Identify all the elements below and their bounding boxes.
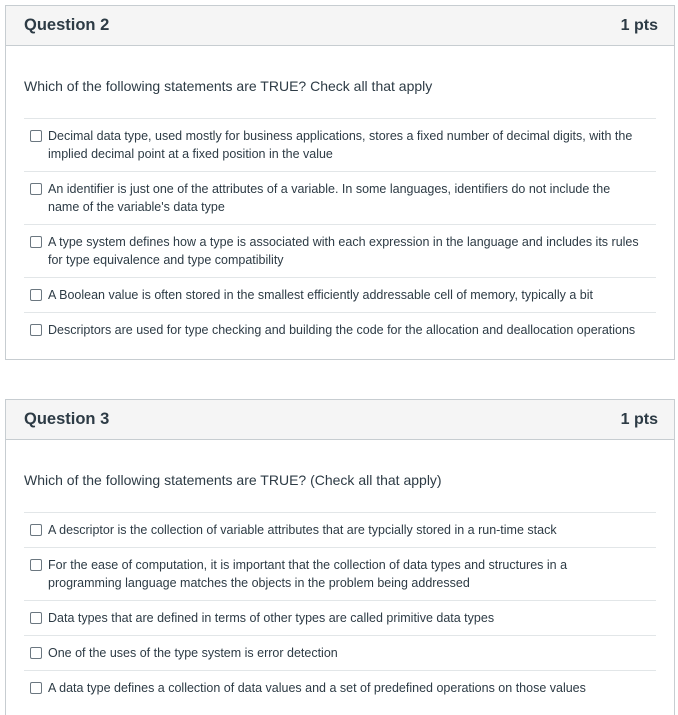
question-title: Question 3 — [24, 410, 110, 428]
question-2-card — [5, 5, 675, 360]
question-3-card — [5, 399, 675, 715]
checkbox[interactable] — [30, 183, 42, 195]
answer-label[interactable]: Descriptors are used for type checking and building the code for the allocation and deallocation operations — [48, 323, 636, 337]
answer-label[interactable]: A Boolean value is often stored in the smallest efficiently addressable cell of memory, typically a bit — [48, 288, 593, 302]
checkbox[interactable] — [30, 324, 42, 336]
answer-option[interactable] — [24, 172, 656, 225]
answer-label[interactable]: A type system defines how a type is associated with each expression in the language and includes its rules for type equivalence and type compatibility — [48, 235, 639, 267]
answer-label[interactable]: For the ease of computation, it is important that the collection of data types and structures in a programming language matches the objects in the problem being addressed — [48, 558, 568, 590]
checkbox[interactable] — [30, 647, 42, 659]
checkbox[interactable] — [30, 682, 42, 694]
answer-label[interactable]: Decimal data type, used mostly for business applications, stores a fixed number of decimal digits, with the implied decimal point at a fixed position in the value — [48, 129, 633, 161]
answer-label[interactable]: A descriptor is the collection of variable attributes that are typcially stored in a run-time stack — [48, 523, 557, 537]
answer-label[interactable]: Data types that are defined in terms of other types are called primitive data types — [48, 611, 495, 625]
answer-list — [24, 512, 656, 706]
checkbox[interactable] — [30, 289, 42, 301]
answer-label[interactable]: A data type defines a collection of data values and a set of predefined operations on those values — [48, 681, 586, 695]
question-title: Question 2 — [24, 16, 110, 34]
checkbox[interactable] — [30, 524, 42, 536]
answer-option[interactable] — [24, 513, 656, 548]
answer-option[interactable] — [24, 601, 656, 636]
checkbox[interactable] — [30, 612, 42, 624]
question-text: Which of the following statements are TRUE? (Check all that apply) — [24, 472, 442, 488]
answer-list — [24, 118, 656, 348]
answer-option[interactable] — [24, 225, 656, 278]
answer-option[interactable] — [24, 119, 656, 172]
question-points: 1 pts — [620, 16, 658, 34]
question-points: 1 pts — [620, 410, 658, 428]
answer-option[interactable] — [24, 671, 656, 706]
checkbox[interactable] — [30, 130, 42, 142]
answer-label[interactable]: An identifier is just one of the attributes of a variable. In some languages, identifiers do not include the name of the variable's data type — [48, 182, 611, 214]
question-header — [6, 400, 674, 440]
question-header — [6, 6, 674, 46]
checkbox[interactable] — [30, 236, 42, 248]
answer-option[interactable] — [24, 313, 656, 348]
question-text: Which of the following statements are TRUE? Check all that apply — [24, 78, 433, 94]
answer-option[interactable] — [24, 278, 656, 313]
answer-option[interactable] — [24, 548, 656, 601]
answer-option[interactable] — [24, 636, 656, 671]
answer-label[interactable]: One of the uses of the type system is error detection — [48, 646, 338, 660]
checkbox[interactable] — [30, 559, 42, 571]
